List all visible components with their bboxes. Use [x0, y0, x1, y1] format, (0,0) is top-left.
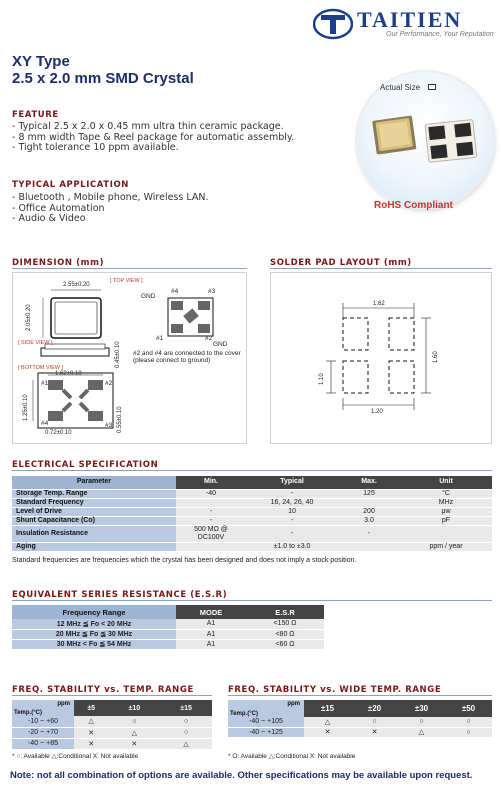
bottom-pin3: #3 — [105, 422, 113, 429]
table-row — [12, 738, 212, 749]
electrical-header-row — [12, 476, 492, 489]
brand-name: TAITIEN — [357, 7, 463, 32]
cell: Storage Temp. Range — [12, 489, 176, 498]
pin-view-4: #4 — [171, 288, 179, 295]
cell: - — [338, 525, 400, 542]
electrical-footnote: Standard frequencies are frequencies which the crystal has been designed and does not imply a stock position. — [12, 557, 357, 564]
freq-stab-wide-table — [228, 700, 492, 738]
solder-dim-left: 1.10 — [319, 373, 325, 385]
table-row — [12, 498, 492, 507]
col-ppm: ±15 — [304, 700, 351, 717]
col-parameter: Parameter — [12, 476, 176, 489]
corner-cell — [228, 700, 304, 717]
cell: 200 — [338, 507, 400, 516]
table-row — [12, 619, 324, 629]
feature-list — [12, 122, 342, 154]
feature-item: - Tight tolerance 10 ppm available. — [12, 142, 179, 153]
cell — [400, 525, 492, 542]
gnd-top-label: GND — [141, 293, 156, 300]
freq-stab-wide-legend: * O: Available △:Conditional X: Not available — [228, 753, 356, 760]
cell: △ — [74, 716, 108, 727]
cell: 12 MHz ≦ Fo < 20 MHz — [12, 619, 176, 629]
freq-stab-header-row — [12, 700, 212, 716]
cell — [338, 542, 400, 551]
cell: - — [176, 507, 246, 516]
cell: ○ — [398, 717, 445, 727]
cell: 10 — [246, 507, 338, 516]
cell: A1 — [176, 619, 246, 629]
cover-note-line1: #2 and #4 are connected to the cover — [133, 350, 241, 357]
table-row — [12, 507, 492, 516]
product-title: 2.5 x 2.0 mm SMD Crystal — [12, 70, 194, 87]
dimension-panel — [12, 272, 247, 444]
electrical-heading: ELECTRICAL SPECIFICATION — [12, 460, 159, 470]
cell: ✕ — [74, 727, 108, 738]
feature-heading: FEATURE — [12, 110, 59, 120]
solder-dim-right: 1.60 — [433, 351, 439, 363]
cell: △ — [398, 727, 445, 737]
cell: Aging — [12, 542, 176, 551]
solder-dim-top: 1.62 — [373, 301, 385, 307]
cell: ○ — [108, 716, 160, 727]
solder-heading: SOLDER PAD LAYOUT (mm) — [270, 258, 412, 268]
cell: - — [246, 489, 338, 498]
cell: ✕ — [351, 727, 398, 737]
freq-stab-wide-header-row — [228, 700, 492, 717]
application-list — [12, 193, 342, 225]
cell: <150 Ω — [246, 619, 324, 629]
height-dim-label: 2.05±0.20 — [26, 304, 32, 331]
application-item: - Audio & Video — [12, 213, 86, 224]
cell: Insulation Resistance — [12, 525, 176, 542]
cell: ○ — [160, 716, 212, 727]
cell: ✕ — [74, 738, 108, 749]
corner-temp: Temp.(°C) — [230, 711, 258, 717]
freq-stab-wide-divider — [228, 695, 492, 696]
pad-right-label: 0.55±0.10 — [117, 406, 123, 433]
cell: ○ — [445, 717, 492, 727]
taitien-logo-icon — [313, 8, 353, 40]
feature-item: - 8 mm width Tape & Reel package for automatic assembly. — [12, 131, 295, 143]
cell: ○ — [445, 727, 492, 737]
dimension-heading: DIMENSION (mm) — [12, 258, 105, 268]
cell: ✕ — [108, 738, 160, 749]
cell: ppm / year — [400, 542, 492, 551]
cell: A1 — [176, 639, 246, 649]
cell: 500 MΩ @ DC100V — [176, 525, 246, 542]
cover-note — [133, 350, 245, 364]
corner-ppm: ppm — [287, 701, 300, 707]
crystal-photo — [365, 100, 485, 180]
solder-divider — [270, 268, 492, 269]
cell: - — [246, 516, 338, 525]
cell: ○ — [160, 727, 212, 738]
electrical-divider — [12, 470, 492, 471]
cell: Shunt Capacitance (Co) — [12, 516, 176, 525]
freq-stab-wide-heading: FREQ. STABILITY vs. WIDE TEMP. RANGE — [228, 685, 442, 695]
cell: pF — [400, 516, 492, 525]
col-ppm: ±20 — [351, 700, 398, 717]
cell: ±1.0 to ±3.0 — [246, 542, 338, 551]
cell: -10 ~ +60 — [12, 716, 74, 727]
side-view-label: [ SIDE VIEW ] — [18, 340, 53, 346]
col-ppm: ±10 — [108, 700, 160, 716]
electrical-table — [12, 476, 492, 552]
cell: - — [176, 516, 246, 525]
cell: 16, 24, 26, 40 — [246, 498, 338, 507]
col-esr: E.S.R — [246, 605, 324, 619]
pad-bottom-label: 0.72±0.10 — [45, 430, 72, 436]
cell: 20 MHz ≦ Fo ≦ 30 MHz — [12, 629, 176, 639]
actual-size-label: Actual Size — [380, 83, 421, 92]
table-row — [12, 716, 212, 727]
table-row — [12, 489, 492, 498]
solder-drawing — [271, 273, 493, 445]
cell: -40 ~ +125 — [228, 727, 304, 737]
application-heading: TYPICAL APPLICATION — [12, 180, 130, 190]
bottom-pin4: #4 — [41, 420, 49, 427]
col-min: Min. — [176, 476, 246, 489]
col-unit: Unit — [400, 476, 492, 489]
table-row — [12, 727, 212, 738]
thickness-dim-label: 0.45±0.10 — [115, 341, 121, 368]
dimension-divider — [12, 268, 247, 269]
corner-temp: Temp.(°C) — [14, 710, 42, 716]
cell: -20 ~ +70 — [12, 727, 74, 738]
product-type: XY Type — [12, 53, 70, 70]
cell: 125 — [338, 489, 400, 498]
pad-width-label: 1.62±0.10 — [55, 371, 82, 377]
esr-heading: EQUIVALENT SERIES RESISTANCE (E.S.R) — [12, 590, 228, 600]
pin-view-3: #3 — [208, 288, 216, 295]
corner-cell — [12, 700, 74, 716]
cell: -40 ~ +85 — [12, 738, 74, 749]
pad-height-label: 1.25±0.10 — [23, 394, 29, 421]
cell: μw — [400, 507, 492, 516]
application-item: - Bluetooth , Mobile phone, Wireless LAN. — [12, 192, 209, 203]
cell — [338, 498, 400, 507]
bottom-view-label: [ BOTTOM VIEW ] — [18, 365, 64, 371]
cell: MHz — [400, 498, 492, 507]
table-row — [228, 727, 492, 737]
freq-stab-table — [12, 700, 212, 750]
width-dim-label: 2.55±0.20 — [63, 282, 90, 288]
cell: △ — [108, 727, 160, 738]
col-frequency-range: Frequency Range — [12, 605, 176, 619]
table-row — [12, 629, 324, 639]
cell: ○ — [351, 717, 398, 727]
cell: Standard Frequency — [12, 498, 176, 507]
cell: ✕ — [304, 727, 351, 737]
esr-header-row — [12, 605, 324, 619]
table-row — [12, 639, 324, 649]
freq-stab-heading: FREQ. STABILITY vs. TEMP. RANGE — [12, 685, 194, 695]
cell: <80 Ω — [246, 629, 324, 639]
col-ppm: ±50 — [445, 700, 492, 717]
table-row — [12, 525, 492, 542]
col-max: Max. — [338, 476, 400, 489]
esr-divider — [12, 600, 492, 601]
cell: <60 Ω — [246, 639, 324, 649]
cell: °C — [400, 489, 492, 498]
col-ppm: ±5 — [74, 700, 108, 716]
bottom-pin2: #2 — [105, 380, 113, 387]
bottom-pin1: #1 — [41, 380, 49, 387]
bottom-note: Note: not all combination of options are available. Other specifications may be available upon request. — [10, 770, 473, 781]
solder-panel — [270, 272, 492, 444]
feature-item: - Typical 2.5 x 2.0 x 0.45 mm ultra thin ceramic package. — [12, 121, 284, 132]
freq-stab-legend: * ○: Available △:Conditional X: Not available — [12, 753, 139, 760]
col-typical: Typical — [246, 476, 338, 489]
cell — [176, 542, 246, 551]
col-mode: MODE — [176, 605, 246, 619]
cell: A1 — [176, 629, 246, 639]
cell — [176, 498, 246, 507]
esr-table — [12, 605, 324, 650]
cell: △ — [160, 738, 212, 749]
top-view-label: [ TOP VIEW ] — [110, 278, 143, 284]
rohs-badge: RoHS Compliant — [374, 200, 453, 211]
cell: - — [246, 525, 338, 542]
col-ppm: ±30 — [398, 700, 445, 717]
freq-stab-divider — [12, 695, 212, 696]
cell: 3.0 — [338, 516, 400, 525]
solder-dim-bottom: 1.20 — [371, 409, 383, 415]
brand-slogan: Our Performance, Your Reputation — [386, 31, 494, 38]
pin-view-1: #1 — [156, 335, 164, 342]
pin-view-2: #2 — [205, 335, 213, 342]
gnd-bottom-label: GND — [213, 341, 228, 348]
application-item: - Office Automation — [12, 202, 105, 214]
corner-ppm: ppm — [57, 701, 70, 707]
cell: -40 ~ +105 — [228, 717, 304, 727]
cell: △ — [304, 717, 351, 727]
table-row — [12, 516, 492, 525]
cell: 30 MHz < Fo ≦ 54 MHz — [12, 639, 176, 649]
table-row — [12, 542, 492, 551]
actual-size-icon — [428, 84, 436, 90]
cell: -40 — [176, 489, 246, 498]
table-row — [228, 717, 492, 727]
col-ppm: ±15 — [160, 700, 212, 716]
cover-note-line2: (please connect to ground) — [133, 357, 211, 364]
cell: Level of Drive — [12, 507, 176, 516]
